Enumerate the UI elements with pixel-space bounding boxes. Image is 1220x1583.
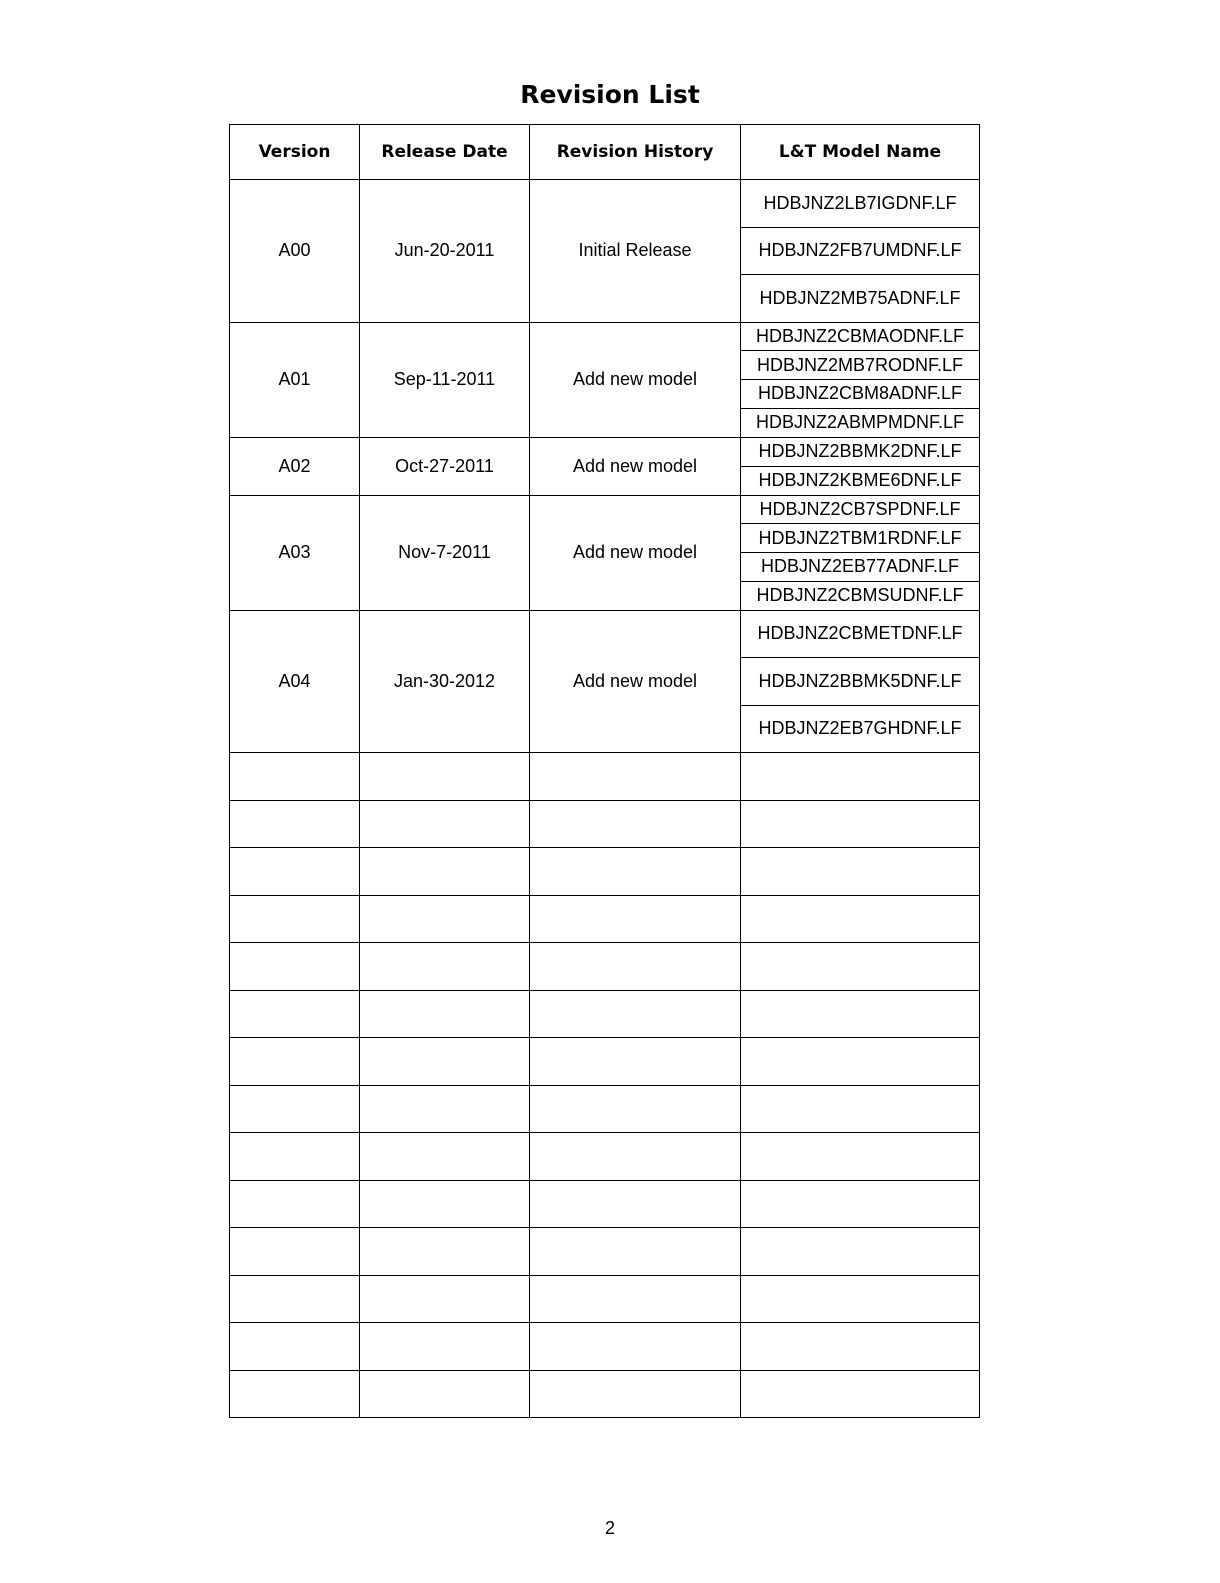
empty-cell (230, 1133, 360, 1181)
empty-cell (741, 1038, 980, 1086)
model-name-cell: HDBJNZ2CBM8ADNF.LF (741, 380, 980, 409)
empty-cell (530, 848, 741, 896)
table-row (230, 322, 980, 351)
empty-cell (360, 943, 530, 991)
empty-row (230, 1323, 980, 1371)
release-date-cell: Oct-27-2011 (360, 437, 530, 495)
empty-row (230, 1180, 980, 1228)
empty-cell (741, 1180, 980, 1228)
empty-cell (530, 943, 741, 991)
empty-row (230, 943, 980, 991)
empty-cell (741, 1085, 980, 1133)
empty-cell (230, 1370, 360, 1418)
empty-cell (530, 1180, 741, 1228)
empty-cell (360, 1228, 530, 1276)
empty-cell (360, 1323, 530, 1371)
model-name-cell: HDBJNZ2FB7UMDNF.LF (741, 227, 980, 275)
model-name-cell: HDBJNZ2CBMETDNF.LF (741, 610, 980, 658)
empty-cell (360, 990, 530, 1038)
empty-cell (741, 1370, 980, 1418)
column-header-version: Version (230, 125, 360, 180)
empty-cell (741, 1133, 980, 1181)
model-name-cell: HDBJNZ2BBMK2DNF.LF (741, 437, 980, 466)
release-date-cell: Sep-11-2011 (360, 322, 530, 437)
model-name-cell: HDBJNZ2EB7GHDNF.LF (741, 705, 980, 753)
empty-cell (741, 1323, 980, 1371)
empty-cell (360, 895, 530, 943)
empty-cell (360, 1133, 530, 1181)
model-name-cell: HDBJNZ2LB7IGDNF.LF (741, 180, 980, 228)
model-name-cell: HDBJNZ2EB77ADNF.LF (741, 553, 980, 582)
empty-cell (230, 1323, 360, 1371)
empty-cell (741, 753, 980, 801)
empty-cell (230, 1228, 360, 1276)
version-cell: A01 (230, 322, 360, 437)
empty-cell (530, 1085, 741, 1133)
empty-cell (360, 800, 530, 848)
empty-cell (530, 1133, 741, 1181)
empty-cell (530, 895, 741, 943)
empty-cell (530, 753, 741, 801)
column-header-model-name: L&T Model Name (741, 125, 980, 180)
empty-row (230, 1275, 980, 1323)
empty-row (230, 1133, 980, 1181)
release-date-cell: Jan-30-2012 (360, 610, 530, 753)
empty-cell (360, 848, 530, 896)
table-row (230, 437, 980, 466)
version-cell: A03 (230, 495, 360, 610)
empty-cell (230, 753, 360, 801)
empty-row (230, 1038, 980, 1086)
empty-cell (230, 1085, 360, 1133)
empty-cell (360, 1370, 530, 1418)
model-name-cell: HDBJNZ2MB75ADNF.LF (741, 275, 980, 323)
model-name-cell: HDBJNZ2KBME6DNF.LF (741, 466, 980, 495)
release-date-cell: Nov-7-2011 (360, 495, 530, 610)
empty-cell (530, 1275, 741, 1323)
empty-cell (230, 848, 360, 896)
empty-cell (230, 1275, 360, 1323)
table-row (230, 495, 980, 524)
revision-history-cell: Add new model (530, 495, 741, 610)
release-date-cell: Jun-20-2011 (360, 180, 530, 323)
empty-cell (741, 1275, 980, 1323)
page-title: Revision List (520, 80, 700, 109)
empty-cell (230, 800, 360, 848)
column-header-revision-history: Revision History (530, 125, 741, 180)
empty-cell (360, 1180, 530, 1228)
empty-cell (230, 1180, 360, 1228)
model-name-cell: HDBJNZ2ABMPMDNF.LF (741, 408, 980, 437)
model-name-cell: HDBJNZ2BBMK5DNF.LF (741, 658, 980, 706)
model-name-cell: HDBJNZ2CBMAODNF.LF (741, 322, 980, 351)
empty-row (230, 990, 980, 1038)
empty-row (230, 1228, 980, 1276)
empty-cell (360, 1038, 530, 1086)
revision-history-cell: Add new model (530, 437, 741, 495)
empty-cell (741, 800, 980, 848)
empty-cell (530, 1323, 741, 1371)
empty-cell (741, 943, 980, 991)
empty-cell (360, 1275, 530, 1323)
empty-cell (530, 1370, 741, 1418)
model-name-cell: HDBJNZ2CBMSUDNF.LF (741, 581, 980, 610)
empty-cell (741, 848, 980, 896)
version-cell: A04 (230, 610, 360, 753)
revision-history-cell: Add new model (530, 322, 741, 437)
empty-cell (530, 990, 741, 1038)
empty-cell (230, 1038, 360, 1086)
table-row (230, 610, 980, 658)
column-header-release-date: Release Date (360, 125, 530, 180)
empty-cell (360, 753, 530, 801)
empty-cell (230, 943, 360, 991)
empty-row (230, 1085, 980, 1133)
revision-history-cell: Add new model (530, 610, 741, 753)
revision-table-body (230, 180, 980, 1418)
empty-cell (530, 1228, 741, 1276)
table-row (230, 180, 980, 228)
empty-row (230, 848, 980, 896)
revision-history-cell: Initial Release (530, 180, 741, 323)
empty-cell (530, 800, 741, 848)
header-row (230, 125, 980, 180)
empty-cell (741, 895, 980, 943)
empty-cell (360, 1085, 530, 1133)
empty-cell (530, 1038, 741, 1086)
empty-row (230, 1370, 980, 1418)
empty-cell (741, 990, 980, 1038)
empty-row (230, 895, 980, 943)
model-name-cell: HDBJNZ2MB7RODNF.LF (741, 351, 980, 380)
empty-row (230, 753, 980, 801)
page-number: 2 (604, 1518, 615, 1538)
empty-row (230, 800, 980, 848)
version-cell: A00 (230, 180, 360, 323)
empty-cell (230, 895, 360, 943)
model-name-cell: HDBJNZ2TBM1RDNF.LF (741, 524, 980, 553)
version-cell: A02 (230, 437, 360, 495)
model-name-cell: HDBJNZ2CB7SPDNF.LF (741, 495, 980, 524)
empty-cell (741, 1228, 980, 1276)
empty-cell (230, 990, 360, 1038)
revision-table (229, 124, 980, 1418)
